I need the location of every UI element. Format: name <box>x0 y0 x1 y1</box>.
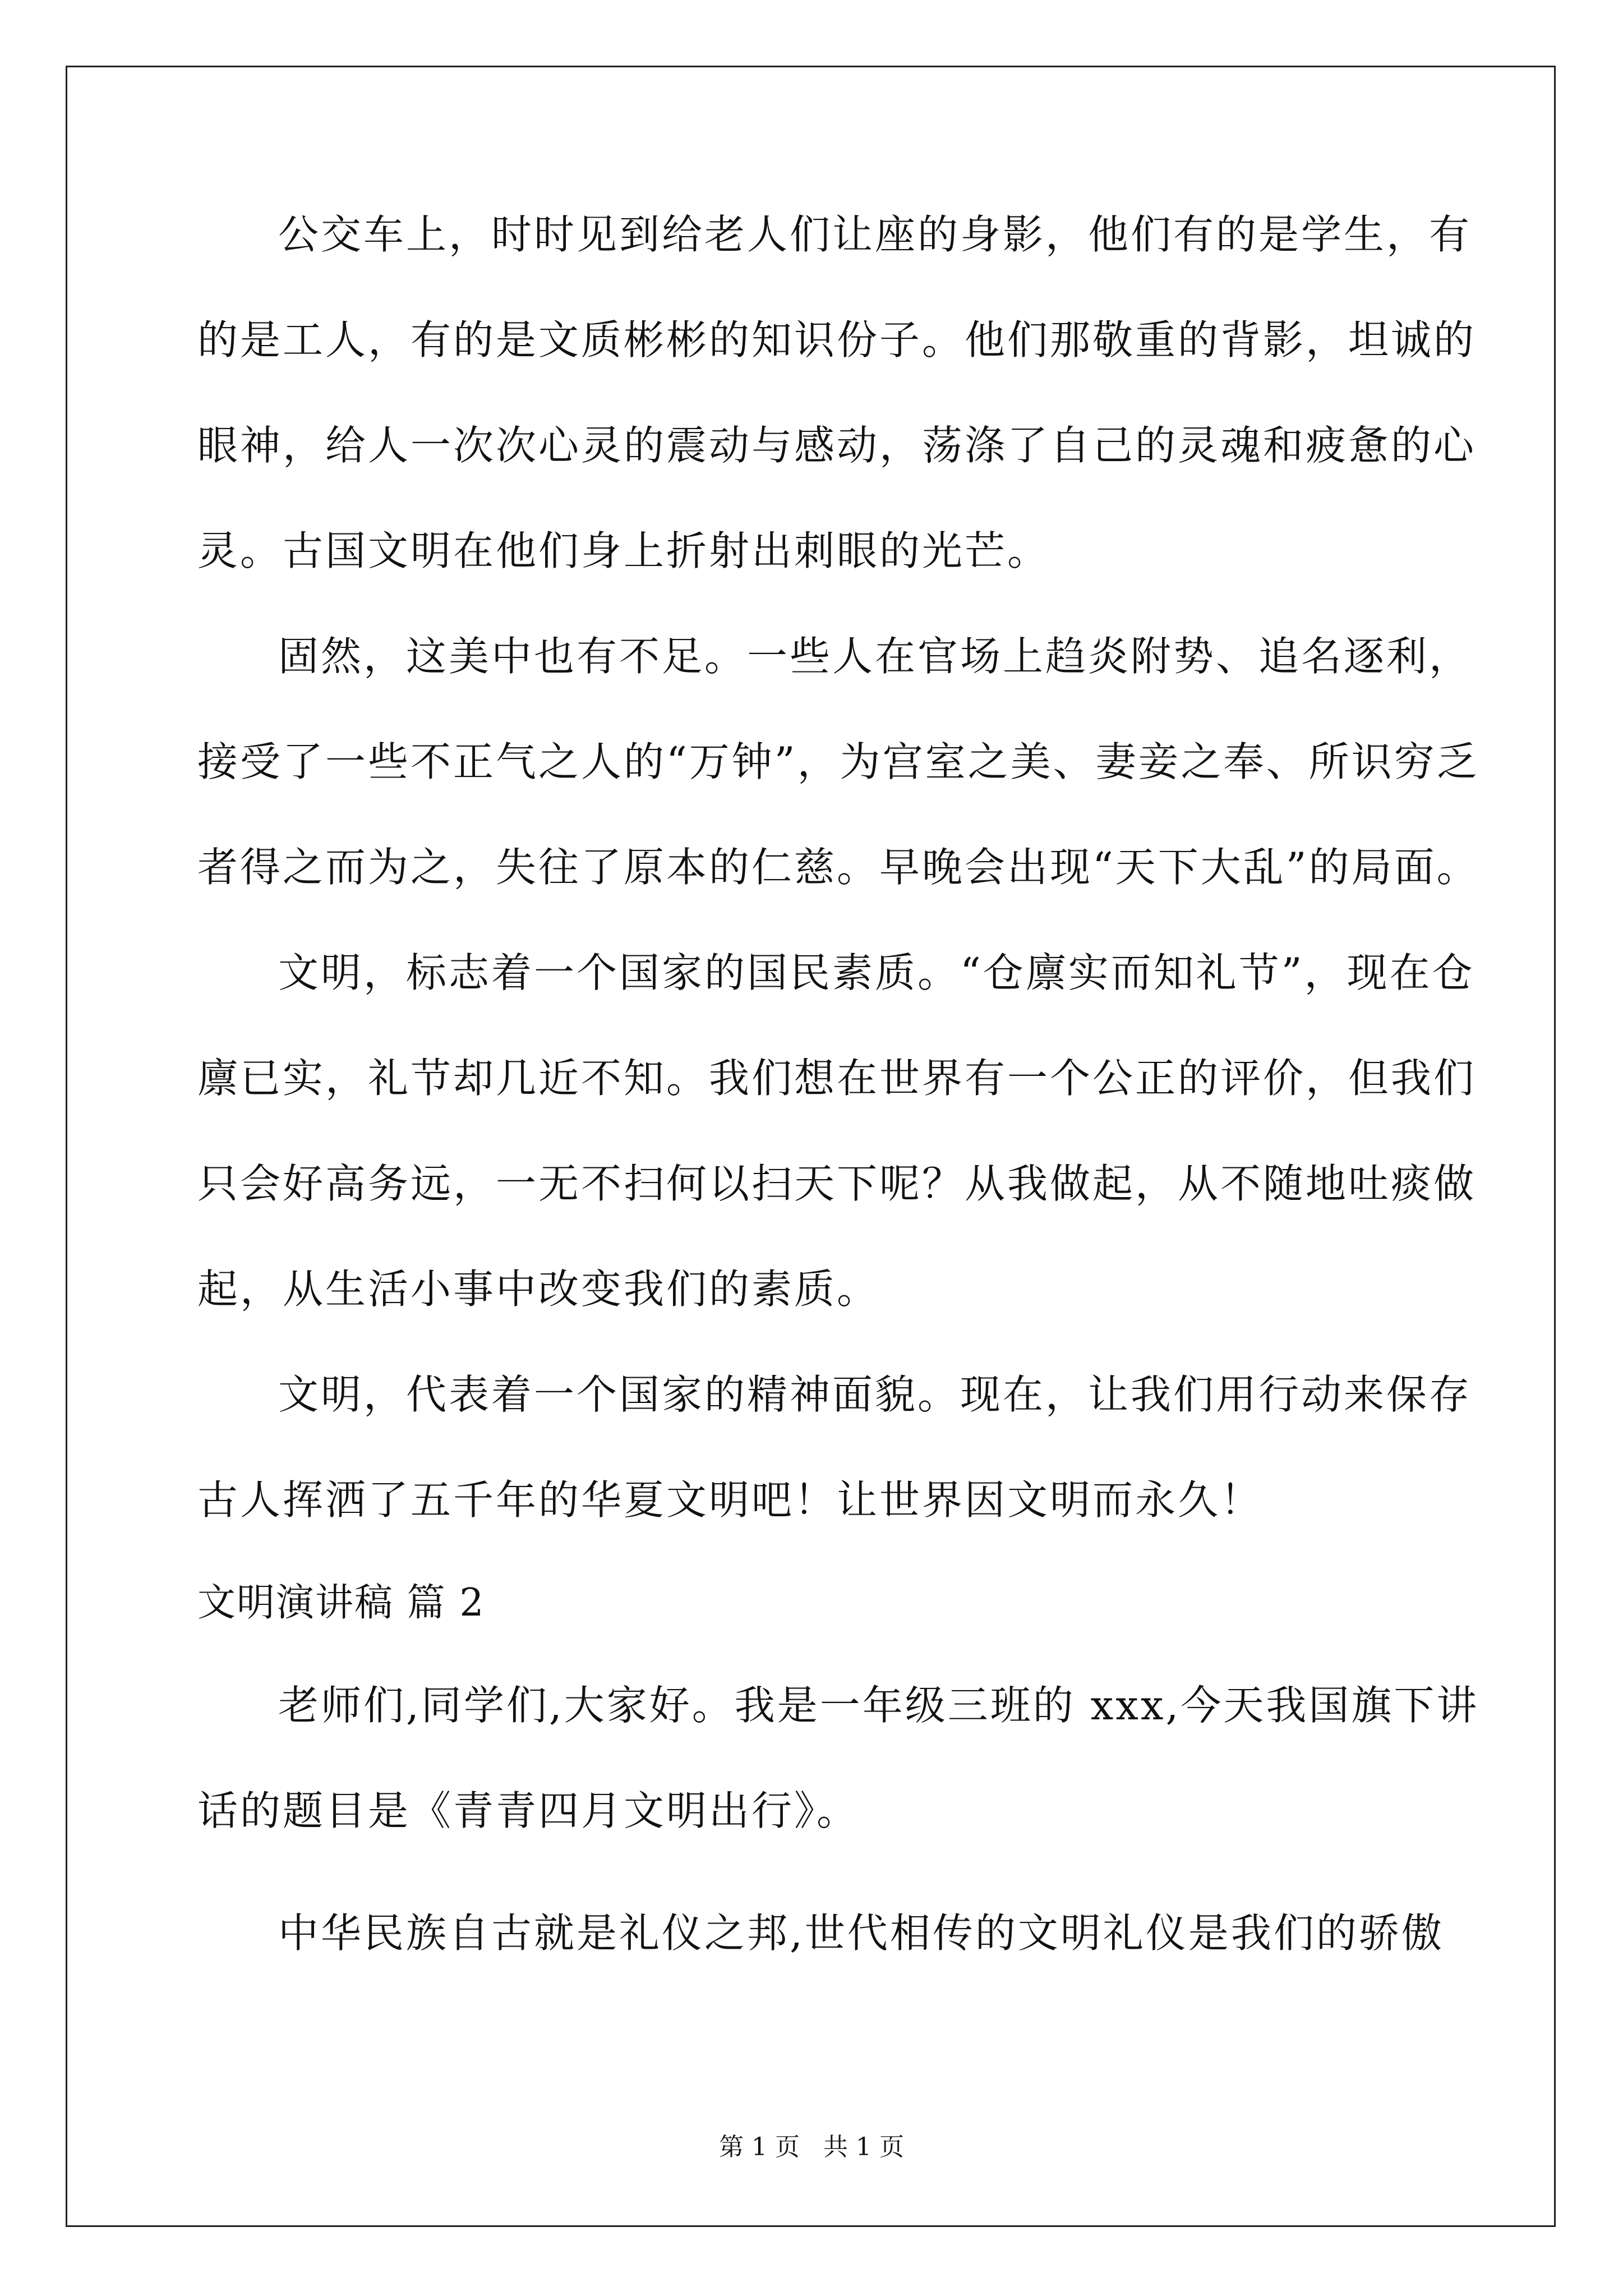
paragraph-line: 接受了一些不正气之人的“万钟”，为宫室之美、妻妾之奉、所识穷乏 <box>197 738 1479 785</box>
paragraph-line: 古人挥洒了五千年的华夏文明吧！让世界因文明而永久！ <box>197 1476 1264 1524</box>
paragraph-line: 固然，这美中也有不足。一些人在官场上趋炎附势、追名逐利， <box>278 633 1472 680</box>
paragraph-line: 话的题目是《青青四月文明出行》。 <box>197 1787 860 1834</box>
paragraph-line: 中华民族自古就是礼仪之邦,世代相传的文明礼仪是我们的骄傲 <box>278 1910 1444 1957</box>
paragraph-line: 老师们,同学们,大家好。我是一年级三班的 xxx,今天我国旗下讲 <box>278 1682 1479 1729</box>
page-total: 共 1 页 <box>823 2133 904 2161</box>
paragraph-line: 文明，标志着一个国家的国民素质。“仓廪实而知礼节”，现在仓 <box>278 949 1475 996</box>
page-footer <box>0 2132 1623 2163</box>
section-heading: 文明演讲稿 篇 2 <box>197 1581 485 1625</box>
paragraph-line: 灵。古国文明在他们身上折射出刺眼的光芒。 <box>197 527 1050 574</box>
paragraph-line: 眼神，给人一次次心灵的震动与感动，荡涤了自己的灵魂和疲惫的心 <box>197 422 1477 469</box>
page-border <box>66 66 1556 2227</box>
paragraph-line: 公交车上，时时见到给老人们让座的身影，他们有的是学生，有 <box>278 211 1472 258</box>
paragraph-line: 文明，代表着一个国家的精神面貌。现在，让我们用行动来保存 <box>278 1371 1472 1418</box>
paragraph-line: 的是工人，有的是文质彬彬的知识份子。他们那敬重的背影，坦诚的 <box>197 316 1477 364</box>
paragraph-line: 起，从生活小事中改变我们的素质。 <box>197 1266 880 1313</box>
paragraph-line: 廪已实，礼节却几近不知。我们想在世界有一个公正的评价，但我们 <box>197 1055 1477 1102</box>
page-number: 第 1 页 <box>719 2133 800 2161</box>
paragraph-line: 只会好高务远，一无不扫何以扫天下呢？从我做起，从不随地吐痰做 <box>197 1160 1477 1207</box>
paragraph-line: 者得之而为之，失往了原本的仁慈。早晚会出现“天下大乱”的局面。 <box>197 844 1479 891</box>
